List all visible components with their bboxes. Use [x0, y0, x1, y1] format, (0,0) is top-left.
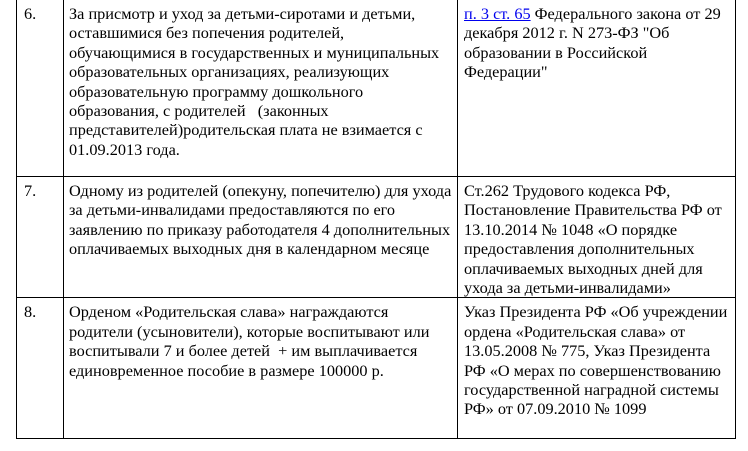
legal-basis-text: Ст.262 Трудового кодекса РФ, Постановление Правительства РФ от 13.10.2014 № 1048 «О порядке предоставления дополнительных оплачиваемых выходных дней для ухода за детьми-инвалидами»	[464, 181, 722, 298]
legal-basis-text: Федерального закона от 29 декабря 2012 г. N 273-ФЗ "Об образовании в Российской Федерации"	[464, 4, 721, 82]
law-reference-link[interactable]: п. 3 ст. 65	[464, 4, 531, 23]
benefit-description: За присмотр и уход за детьми-сиротами и детьми, оставшимися без попечения родителей, обучающимися в государственных и муниципальных образовательных организациях, реализующих образовательную программу дошкольного образования, с родителей (законных представителей)родительская плата не взимается с 01.09.2013 года.	[64, 0, 458, 177]
row-number: 8.	[17, 298, 64, 439]
benefits-table	[16, 0, 736, 439]
legal-basis	[458, 298, 736, 439]
row-number: 6.	[17, 0, 64, 177]
row-number: 7.	[17, 177, 64, 298]
benefit-description: Одному из родителей (опекуну, попечителю) для ухода за детьми-инвалидами предоставляются по его заявлению по приказу работодателя 4 дополнительных оплачиваемых выходных дня в календарном месяце	[64, 177, 458, 298]
legal-basis-text: Указ Президента РФ «Об учреждении ордена «Родительская слава» от 13.05.2008 № 775, Указ Президента РФ «О мерах по совершенствованию государственной наградной системы РФ» от 07.09.2010 № 1099	[464, 302, 728, 419]
legal-basis	[458, 0, 736, 177]
table-row	[17, 177, 736, 298]
table-row	[17, 298, 736, 439]
benefit-description: Орденом «Родительская слава» награждаются родители (усыновители), которые воспитывают или воспитывали 7 и более детей + им выплачивается единовременное пособие в размере 100000 р.	[64, 298, 458, 439]
table-row	[17, 0, 736, 177]
legal-basis	[458, 177, 736, 298]
